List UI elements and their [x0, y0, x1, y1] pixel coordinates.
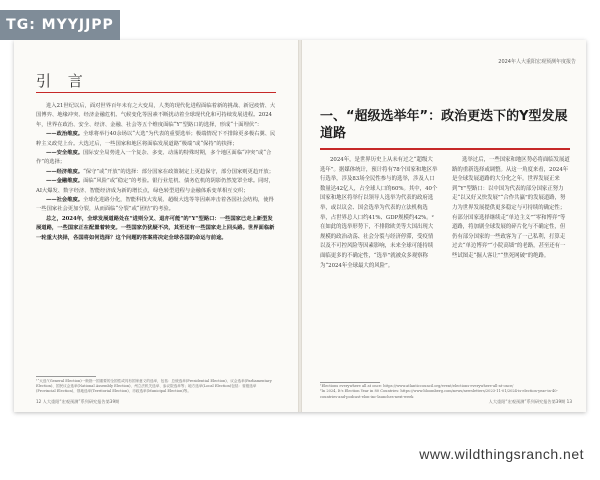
intro-body — [36, 102, 276, 243]
footnote-divider — [36, 376, 96, 377]
list-item: ——政治维度。全球将举行40余场以“大选”为代表的重要选举；极端情况下不排除更多极右翼、民粹主义政党上台。大选过后，一些国家和地区将面临发展道路“极端”或“保持”的抉择； — [36, 131, 276, 147]
column-paragraph: 选举过后，一些国家和地区势必将面临发展道路的重新选择或调整。从这一角度来看，2024年是全球发展道路的大分化之年。世界发展正来到“Y”型路口：以中国为代表的部分国家正努力走“以又好又快发展”“合作共赢”的发展道路，努力为世界发展提供更多稳定与可持续的确定性；有部分国家选择继续走“单边主义”“零和博弈”等道路，将加剧全球发展的碎片化与不确定性，但仍有部分国家的一些政客为了一己私利，打算走过去“单边博弈”“小院高墙”的老路，甚至还有一些试图走“掘人客让”“焦死网破”的绝路。 — [452, 157, 570, 259]
section-title: 一、“超级选举年”：政治更迭下的Y型发展道路 — [320, 109, 568, 141]
page-folio-right: 人大重阳“宏观预测”系列研究报告第39期 13 — [488, 399, 572, 404]
watermark-badge: TG: MYYJJPP — [0, 10, 120, 40]
chapter-divider — [36, 92, 276, 93]
column-paragraph: 2024年，是世界历史上从未有过之“超级大选年”。据媒体统计，预计将有78个国家和地区举行选举，涉及83场全民性参与的选举，涉及人口数量达42亿人，占全球人口的60%。其中，40个国家和地区将举行以领导人选举为代表的政府选举，或以议会、国会选举为代表的立法机构选举，占世界总人口约41%、GDP规模约42%。²在如此的选举形势下，不排除欧美等大国出现大规模的政治动荡、社会分裂与经济停滞，受疫情以及不可控风险等因素影响，未来全球可能持续面临更多的不确定性，“选举”就被众多观察称为“2024年全球最大的风险”。 — [320, 157, 438, 269]
closing-paragraph: 总之，2024年，全球发展道路处在“进则分叉、退亦可能”的“Y”型路口：一些国家已走上新型发展道路，一些国家正在配置着转变。一些国家仍犹疑不决，其至还有一些国家走上回头路。世界面临新一轮重大抉择，各国将如何选择？这个问题的答案将决定全球各国的命运与前途。 — [36, 215, 275, 241]
right-page — [302, 40, 586, 412]
footnote-2: ²In 2024, It's Election Year in 80 Countries: https://www.bloomberg.com/news/newsletters/2023-11-01/2024-is-election-year-in-40-countries-and-podcast-elon-inc-launches-next-week — [320, 389, 558, 399]
chapter-title: 引 言 — [36, 72, 89, 90]
book-spread — [14, 40, 586, 412]
list-item: ——安全维度。国际安全局势进入一个复杂、多变、动荡的特殊时期，多个地区面临“冲突”或“合作”的选择； — [36, 150, 272, 166]
footnote-divider — [320, 382, 380, 383]
text-column-1 — [320, 156, 438, 271]
text-column-2 — [452, 156, 570, 262]
page-folio-left: 12 人大重阳“宏观预测”系列研究报告第39期 — [36, 399, 120, 404]
list-item: ——社会维度。全球化进路分化，智能科技大发展、超级大选等等因素冲击着各国社会结构，使得一些国家社会更加分裂，从而面临“分裂”或“团结”的考验。 — [36, 197, 274, 213]
footnotes — [320, 384, 570, 400]
list-item: ——金融维度。面临“风险”或“稳定”的考验。银行业危机、债务危机的阴影仍然笼罩全球。同时，AI大爆发、数字经济、智能经济成为新的增长点，绿色转型进程与金融体系变革相互交织； — [36, 178, 275, 194]
footnote: ¹“大选”(General Election)一般指一国重要的全国性或具有国家意义的选举，包括：总统选举(Presidential Election)、议会选举(Parliamentary Election)、国民议会选举(National Assembly Election)、州立法机关选举、参议院选举等；地方选举(Local Election)包括：省级选举(Provincial Election)、领地选举(Territorial Election)、市政选举(Municipal Election)等。 — [36, 379, 272, 394]
running-header: 2024年人大重阳宏观预测年度报告 — [498, 59, 576, 65]
list-item: ——经济维度。“保守”或“开放”的选择：部分国家在政策制定上更趋保守，部分国家则更趋开放； — [46, 168, 275, 175]
watermark-url: www.wildthingsranch.net — [419, 446, 584, 462]
section-divider — [320, 148, 570, 150]
left-page — [14, 40, 298, 412]
intro-paragraph: 进入21世纪以后，面对世界百年未有之大变局，人类的现代化进程面临着新的挑战、新冠疫情、大国博弈、地缘冲突、经济金融危机、气候变化等因素不断扰动着全球现代化和可持续发展进程。2024年，世界在政治、安全、经济、金融、社会等五个维度面临“Y”型路口的选择，形成“十面埋伏”： — [36, 103, 276, 128]
footnote-1: ¹Elections everywhere all at once: https://www.atlanticcouncil.org/event/elections-everywhere-all-at-once/ — [320, 384, 514, 388]
